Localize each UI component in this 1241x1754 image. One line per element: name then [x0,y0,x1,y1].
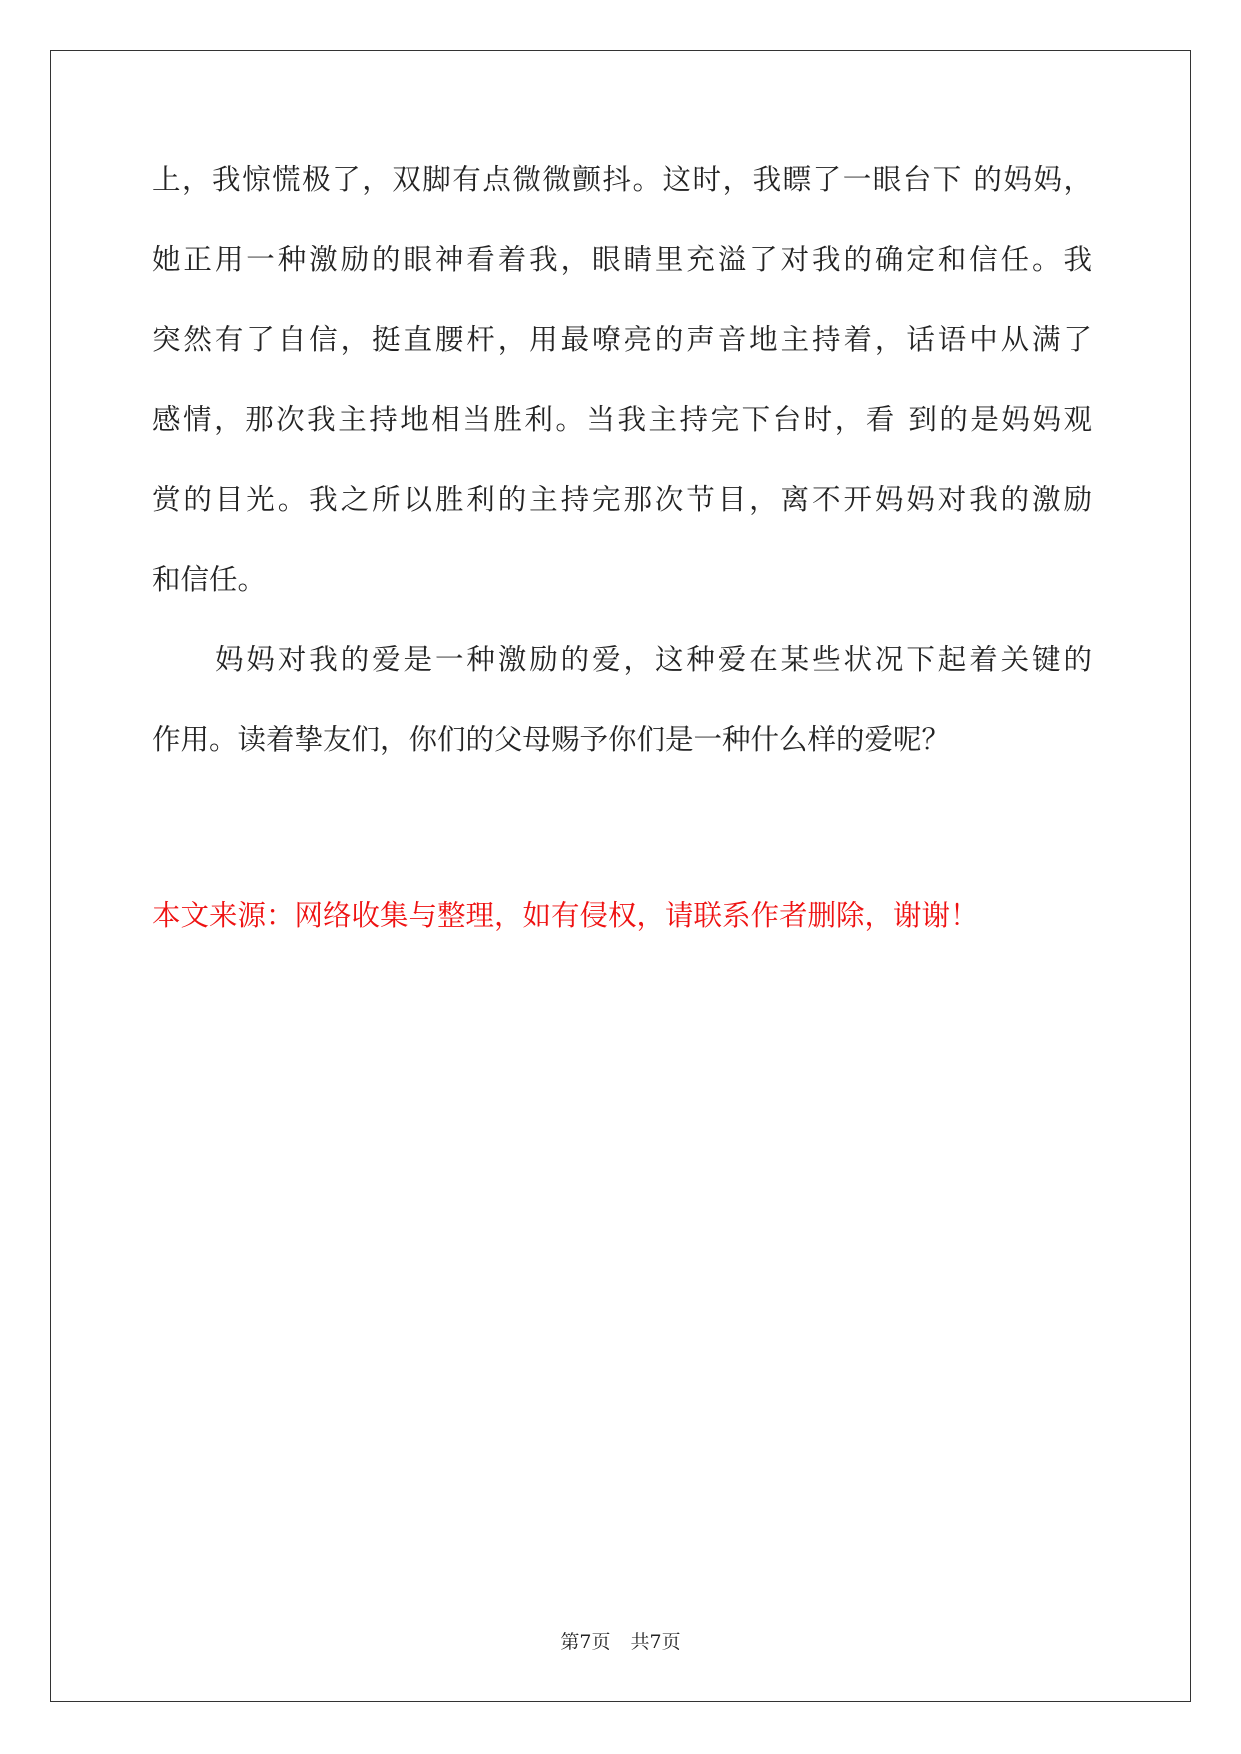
text-line-2: 她正用一种激励的眼神看着我，眼睛里充溢了对我的确定和信任。我 [152,243,1092,276]
text-line-4: 感情，那次我主持地相当胜利。当我主持完下台时，看 到的是妈妈观 [152,403,1092,436]
total-pages: 共7页 [630,1631,681,1653]
text-line-1: 上，我惊慌极了，双脚有点微微颤抖。这时，我瞟了一眼台下 的妈妈， [152,163,1092,196]
body-text [152,160,1092,800]
text-line-8: 作用。读着挚友们，你们的父母赐予你们是一种什么样的爱呢？ [152,723,951,756]
current-page-number: 第7页 [560,1631,611,1653]
text-line-6: 和信任。 [152,563,267,596]
source-notice: 本文来源：网络收集与整理，如有侵权，请联系作者删除，谢谢！ [152,899,979,932]
text-line-5: 赏的目光。我之所以胜利的主持完那次节目，离不开妈妈对我的激励 [152,483,1092,516]
text-line-3: 突然有了自信，挺直腰杆，用最嘹亮的声音地主持着，话语中从满了 [152,323,1092,356]
page-footer [0,1627,1241,1654]
text-line-7: 妈妈对我的爱是一种激励的爱，这种爱在某些状况下起着关键的 [215,643,1092,676]
